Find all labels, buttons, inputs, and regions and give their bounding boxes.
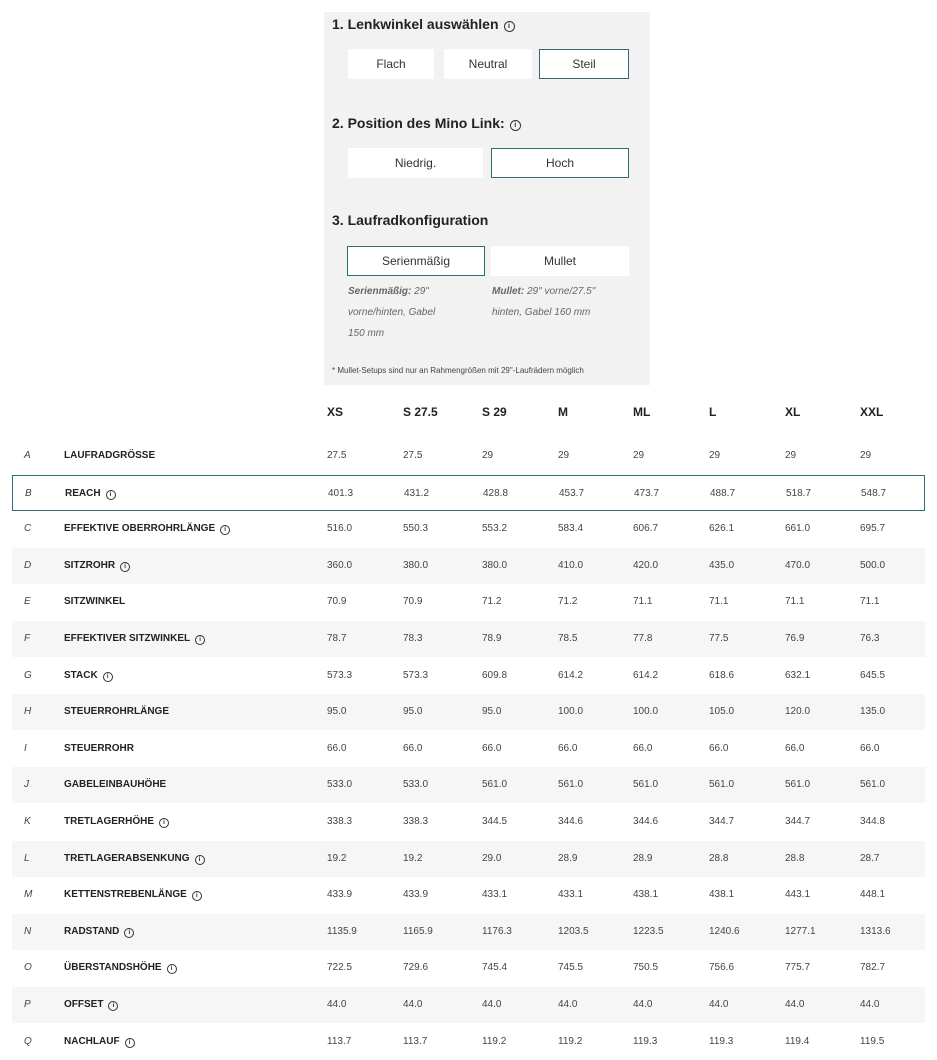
table-cell: 722.5 [327,962,353,973]
table-row [12,1024,925,1060]
table-cell: 433.9 [327,889,353,900]
table-cell: 338.3 [327,816,353,827]
table-cell: 66.0 [482,743,502,754]
size-header: S 27.5 [403,405,438,419]
table-cell: 561.0 [785,779,811,790]
table-cell: 344.7 [709,816,735,827]
info-circle-icon[interactable]: i [106,490,116,500]
table-cell: 78.7 [327,633,347,644]
table-cell: 66.0 [633,743,653,754]
table-row [12,658,925,694]
head-angle-option-steil[interactable]: Steil [539,49,629,79]
table-cell: 76.3 [860,633,880,644]
row-label-text: KETTENSTREBENLÄNGE [64,889,187,900]
table-cell: 113.7 [403,1036,428,1047]
row-letter: P [24,999,31,1010]
table-cell: 344.6 [558,816,584,827]
row-letter: D [24,560,32,571]
table-cell: 756.6 [709,962,735,973]
row-label [64,450,155,461]
table-row [12,877,925,913]
table-cell: 518.7 [786,488,812,499]
table-cell: 1223.5 [633,926,664,937]
row-label-text: LAUFRADGRÖSSE [64,450,156,461]
info-circle-icon[interactable]: i [159,818,169,828]
table-cell: 29 [558,450,570,461]
mino-link-option-hoch[interactable]: Hoch [491,148,629,178]
table-cell: 1277.1 [785,926,816,937]
table-cell: 614.2 [633,670,659,681]
table-cell: 438.1 [633,889,659,900]
size-header: XL [785,405,801,419]
table-cell: 28.8 [785,853,805,864]
table-row [12,804,925,840]
row-label [65,488,116,500]
table-cell: 113.7 [327,1036,352,1047]
table-cell: 44.0 [633,999,653,1010]
row-label [64,816,169,828]
table-cell: 561.0 [709,779,735,790]
table-cell: 614.2 [558,670,584,681]
info-circle-icon[interactable]: i [167,964,177,974]
table-cell: 561.0 [860,779,886,790]
table-cell: 661.0 [785,523,811,534]
info-circle-icon[interactable]: i [220,525,230,535]
step2-title: 2. Position des Mino Link: i [332,115,521,131]
table-cell: 105.0 [709,706,735,717]
table-row [12,438,925,474]
table-cell: 27.5 [403,450,423,461]
row-label [64,1036,135,1048]
table-cell: 29 [482,450,494,461]
table-cell: 750.5 [633,962,659,973]
row-letter: Q [24,1036,32,1047]
table-row [12,694,925,730]
table-cell: 618.6 [709,670,735,681]
table-cell: 380.0 [403,560,429,571]
table-cell: 573.3 [327,670,353,681]
info-circle-icon[interactable]: i [195,635,205,645]
table-cell: 448.1 [860,889,886,900]
table-cell: 1313.6 [860,926,891,937]
table-row [12,511,925,547]
row-label-text: EFFEKTIVER SITZWINKEL [64,633,191,644]
row-label-text: STEUERROHR [64,743,135,754]
geometry-configurator-panel [324,12,650,385]
size-header: M [558,405,568,419]
row-label [64,633,205,645]
row-label-text: OFFSET [64,999,104,1010]
table-cell: 44.0 [785,999,805,1010]
table-cell: 66.0 [860,743,880,754]
size-header: ML [633,405,651,419]
row-label [64,999,118,1011]
table-cell: 71.1 [785,596,805,607]
table-cell: 119.2 [482,1036,507,1047]
table-cell: 548.7 [861,488,887,499]
row-label-text: TRETLAGERHÖHE [64,816,154,827]
table-cell: 729.6 [403,962,429,973]
table-cell: 66.0 [327,743,347,754]
size-header: L [709,405,717,419]
table-cell: 609.8 [482,670,508,681]
table-cell: 435.0 [709,560,735,571]
row-letter: J [24,779,29,790]
table-cell: 44.0 [860,999,880,1010]
table-cell: 95.0 [327,706,347,717]
row-letter: M [24,889,33,900]
table-cell: 95.0 [482,706,502,717]
table-cell: 70.9 [403,596,423,607]
table-cell: 606.7 [633,523,659,534]
table-cell: 745.5 [558,962,584,973]
row-label-text: REACH [65,488,101,499]
table-cell: 71.1 [709,596,729,607]
step3-title: 3. Laufradkonfiguration [332,212,489,228]
row-label-text: SITZROHR [64,560,116,571]
table-cell: 29.0 [482,853,502,864]
table-cell: 29 [709,450,721,461]
table-cell: 44.0 [558,999,578,1010]
row-label [64,743,134,754]
table-cell: 344.5 [482,816,508,827]
table-cell: 516.0 [327,523,353,534]
row-label [64,853,205,865]
row-letter: O [24,962,32,973]
table-cell: 344.6 [633,816,659,827]
row-label [64,926,134,938]
table-cell: 28.7 [860,853,880,864]
row-letter: C [24,523,32,534]
serienmaessig-note: Serienmäßig: 29" vorne/hinten, Gabel 150 mm [348,286,436,339]
table-cell: 100.0 [633,706,659,717]
table-cell: 119.3 [709,1036,734,1047]
table-cell: 488.7 [710,488,736,499]
table-cell: 1135.9 [327,926,357,937]
table-cell: 44.0 [327,999,347,1010]
row-label [64,962,177,974]
table-row [12,621,925,657]
table-row [12,731,925,767]
row-label [64,670,113,682]
table-cell: 119.4 [785,1036,810,1047]
table-cell: 19.2 [327,853,347,864]
row-label [64,560,130,572]
row-label-text: NACHLAUF [64,1036,120,1047]
wheel-config-option-serienmaessig[interactable]: Serienmäßig [347,246,485,276]
table-cell: 71.1 [860,596,880,607]
table-cell: 70.9 [327,596,347,607]
table-cell: 78.9 [482,633,502,644]
info-circle-icon[interactable]: i [510,120,521,131]
table-cell: 438.1 [709,889,735,900]
table-cell: 77.8 [633,633,653,644]
wheel-config-option-mullet[interactable]: Mullet [491,246,629,276]
info-circle-icon[interactable]: i [125,1038,135,1048]
row-label [64,706,169,717]
table-cell: 431.2 [404,488,430,499]
table-cell: 695.7 [860,523,886,534]
table-cell: 76.9 [785,633,805,644]
table-cell: 550.3 [403,523,429,534]
step1-title: 1. Lenkwinkel auswählen i [332,16,515,32]
row-label-text: STACK [64,670,98,681]
table-cell: 344.8 [860,816,886,827]
row-label [64,523,230,535]
table-cell: 71.1 [633,596,653,607]
info-circle-icon[interactable]: i [195,855,205,865]
table-row [12,475,925,511]
table-cell: 533.0 [403,779,429,790]
table-cell: 27.5 [327,450,347,461]
row-label-text: EFFEKTIVE OBERROHRLÄNGE [64,523,216,534]
table-cell: 632.1 [785,670,811,681]
table-cell: 28.9 [558,853,578,864]
table-cell: 645.5 [860,670,886,681]
info-circle-icon[interactable]: i [124,928,134,938]
table-cell: 360.0 [327,560,353,571]
table-cell: 44.0 [403,999,423,1010]
table-cell: 553.2 [482,523,508,534]
row-letter: I [24,743,27,754]
row-letter: H [24,706,32,717]
table-cell: 28.9 [633,853,653,864]
size-header: XXL [860,405,884,419]
table-row [12,548,925,584]
info-circle-icon[interactable]: i [120,562,130,572]
table-cell: 71.2 [558,596,578,607]
table-cell: 380.0 [482,560,508,571]
table-cell: 44.0 [709,999,729,1010]
table-cell: 78.5 [558,633,578,644]
row-letter: L [24,853,30,864]
table-cell: 66.0 [785,743,805,754]
row-label-text: SITZWINKEL [64,596,126,607]
table-cell: 470.0 [785,560,811,571]
table-cell: 410.0 [558,560,584,571]
table-cell: 433.1 [558,889,584,900]
table-row [12,767,925,803]
info-circle-icon[interactable]: i [108,1001,118,1011]
row-letter: N [24,926,32,937]
table-cell: 29 [860,450,872,461]
table-cell: 1165.9 [403,926,433,937]
table-cell: 561.0 [558,779,584,790]
table-cell: 66.0 [558,743,578,754]
table-cell: 428.8 [483,488,509,499]
table-cell: 453.7 [559,488,585,499]
table-cell: 66.0 [403,743,423,754]
table-cell: 433.9 [403,889,429,900]
table-cell: 626.1 [709,523,735,534]
table-cell: 338.3 [403,816,429,827]
table-cell: 561.0 [482,779,508,790]
table-cell: 119.3 [633,1036,658,1047]
table-cell: 473.7 [634,488,660,499]
size-header: S 29 [482,405,507,419]
row-letter: B [25,488,32,499]
row-letter: E [24,596,31,607]
table-cell: 78.3 [403,633,423,644]
row-letter: K [24,816,31,827]
info-circle-icon[interactable]: i [192,891,202,901]
table-cell: 573.3 [403,670,429,681]
table-cell: 775.7 [785,962,811,973]
row-letter: F [24,633,31,644]
table-cell: 119.5 [860,1036,885,1047]
table-cell: 344.7 [785,816,811,827]
table-cell: 120.0 [785,706,811,717]
mino-link-option-niedrig[interactable]: Niedrig. [348,148,483,178]
table-cell: 95.0 [403,706,423,717]
table-cell: 29 [785,450,797,461]
table-cell: 433.1 [482,889,508,900]
table-cell: 533.0 [327,779,353,790]
table-row [12,987,925,1023]
mullet-footnote: * Mullet-Setups sind nur an Rahmengrößen mit 29"-Laufrädern möglich [332,366,584,375]
table-row [12,950,925,986]
row-label [64,889,202,901]
mullet-note: Mullet: 29" vorne/27.5" hinten, Gabel 160 mm [492,286,596,318]
table-cell: 66.0 [709,743,729,754]
table-cell: 1203.5 [558,926,589,937]
table-cell: 119.2 [558,1036,583,1047]
table-row [12,841,925,877]
table-cell: 500.0 [860,560,886,571]
size-header: XS [327,405,344,419]
row-label-text: GABELEINBAUHÖHE [64,779,167,790]
table-cell: 100.0 [558,706,584,717]
table-cell: 401.3 [328,488,354,499]
row-letter: A [24,450,31,461]
row-letter: G [24,670,32,681]
row-label [64,779,166,790]
table-cell: 583.4 [558,523,584,534]
table-cell: 782.7 [860,962,886,973]
head-angle-option-neutral[interactable]: Neutral [444,49,532,79]
table-cell: 420.0 [633,560,659,571]
head-angle-option-flach[interactable]: Flach [348,49,434,79]
table-cell: 1240.6 [709,926,740,937]
table-cell: 19.2 [403,853,423,864]
row-label-text: ÜBERSTANDSHÖHE [64,962,162,973]
table-cell: 44.0 [482,999,502,1010]
table-row [12,914,925,950]
row-label-text: STEUERROHRLÄNGE [64,706,170,717]
table-cell: 561.0 [633,779,659,790]
table-cell: 77.5 [709,633,729,644]
table-row [12,584,925,620]
table-cell: 71.2 [482,596,502,607]
info-circle-icon[interactable]: i [504,21,515,32]
table-cell: 29 [633,450,645,461]
table-cell: 443.1 [785,889,811,900]
table-cell: 1176.3 [482,926,512,937]
row-label [64,596,125,607]
table-cell: 745.4 [482,962,508,973]
table-cell: 28.8 [709,853,729,864]
row-label-text: TRETLAGERABSENKUNG [64,853,190,864]
table-cell: 135.0 [860,706,886,717]
info-circle-icon[interactable]: i [103,672,113,682]
row-label-text: RADSTAND [64,926,120,937]
